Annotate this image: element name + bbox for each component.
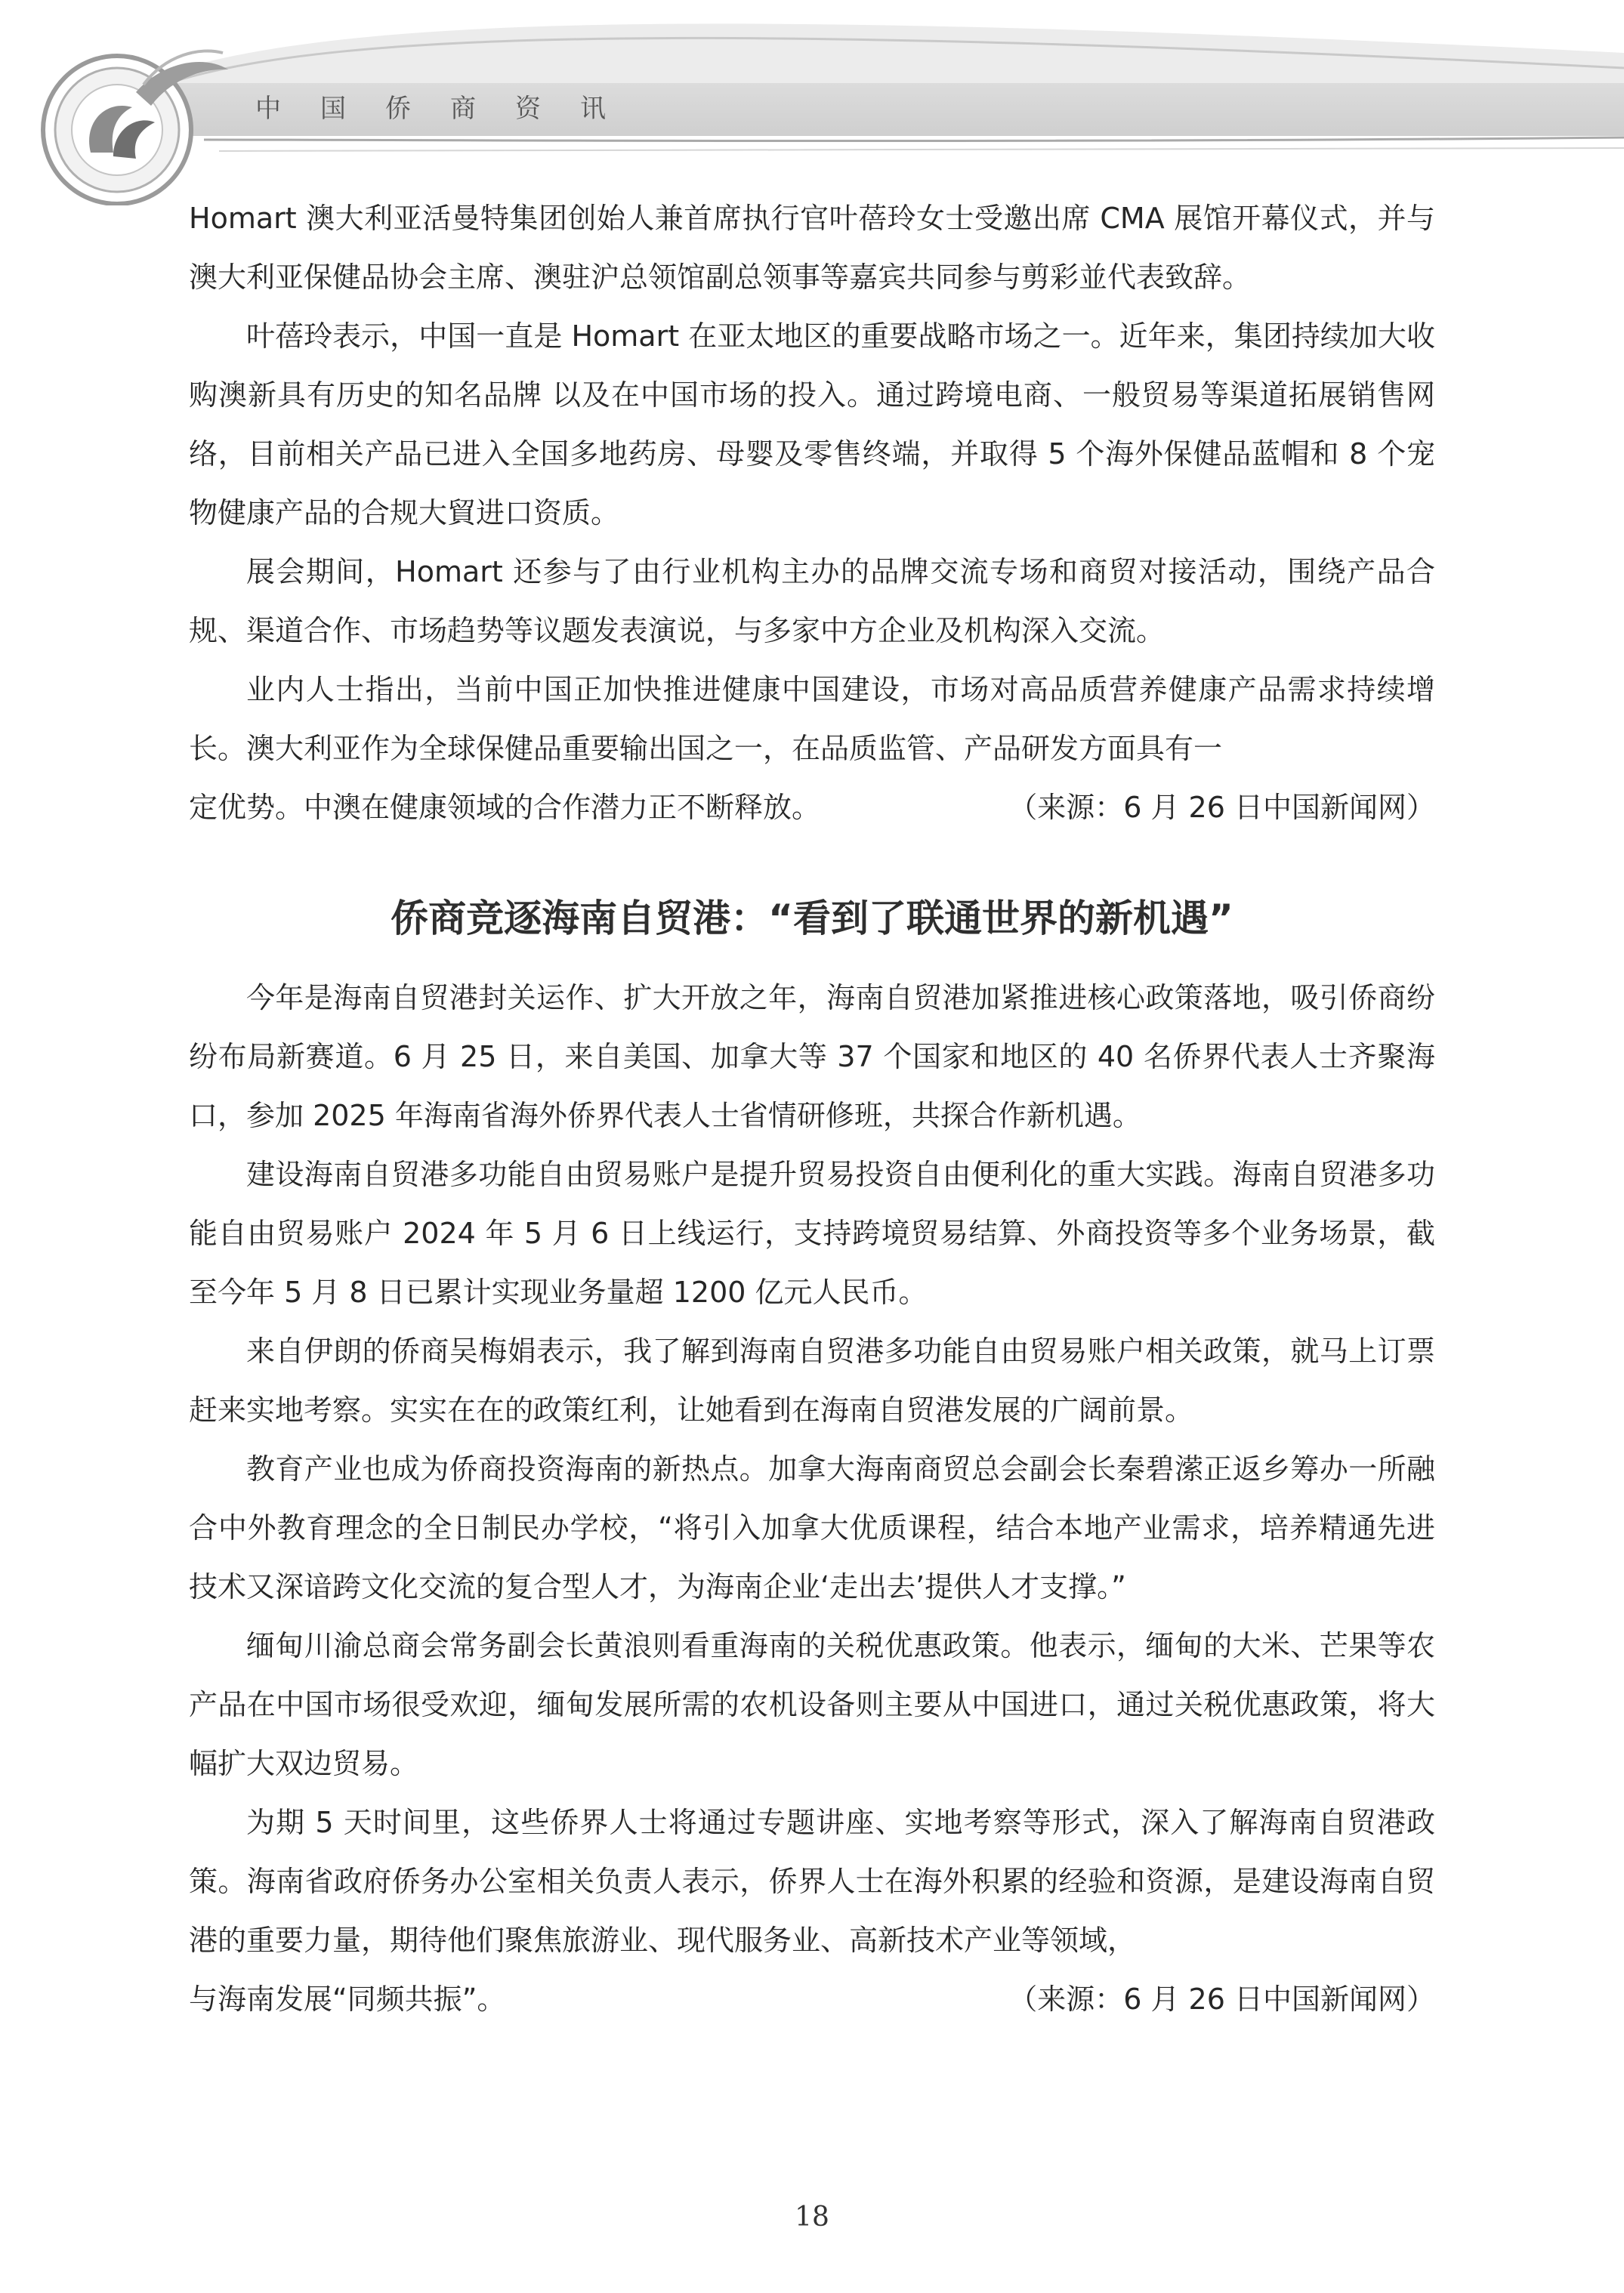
article2-paragraph: 缅甸川渝总商会常务副会长黄浪则看重海南的关税优惠政策。他表示，缅甸的大米、芒果等农产品在中国市场很受欢迎，缅甸发展所需的农机设备则主要从中国进口，通过关税优惠政策，将大幅扩大双边贸易。 bbox=[189, 1629, 1435, 1780]
article2-paragraph: 建设海南自贸港多功能自由贸易账户是提升贸易投资自由便利化的重大实践。海南自贸港多功能自由贸易账户 2024 年 5 月 6 日上线运行，支持跨境贸易结算、外商投资等多个业务场景，截至今年 5 月 8 日已累计实现业务量超 1200 亿元人民币。 bbox=[189, 1158, 1435, 1309]
title-spacer bbox=[189, 956, 1435, 968]
article1-paragraph: 展会期间，Homart 还参与了由行业机构主办的品牌交流专场和商贸对接活动，围绕产品合规、渠道合作、市场趋势等议题发表演说，与多家中方企业及机构深入交流。 bbox=[189, 555, 1435, 647]
article2-last-line: 与海南发展“同频共振”。 bbox=[189, 1983, 506, 2016]
page-content bbox=[189, 189, 1435, 2029]
article1-closing-line bbox=[189, 778, 1435, 837]
article1-paragraph: Homart 澳大利亚活曼特集团创始人兼首席执行官叶蓓玲女士受邀出席 CMA 展馆开幕仪式，并与澳大利亚保健品协会主席、澳驻沪总领馆副总领事等嘉宾共同参与剪彩並代表致辞。 bbox=[189, 202, 1435, 294]
article2-paragraph: 来自伊朗的侨商吴梅娟表示，我了解到海南自贸港多功能自由贸易账户相关政策，就马上订票赶来实地考察。实实在在的政策红利，让她看到在海南自贸港发展的广阔前景。 bbox=[189, 1335, 1435, 1427]
article2-closing-line bbox=[189, 1970, 1435, 2029]
article2-paragraph: 教育产业也成为侨商投资海南的新热点。加拿大海南商贸总会副会长秦碧潆正返乡筹办一所融合中外教育理念的全日制民办学校，“将引入加拿大优质课程，结合本地产业需求，培养精通先进技术又深谙跨文化交流的复合型人才，为海南企业‘走出去’提供人才支撑。” bbox=[189, 1452, 1435, 1603]
article1-paragraph: 叶蓓玲表示，中国一直是 Homart 在亚太地区的重要战略市场之一。近年来，集团持续加大收购澳新具有历史的知名品牌 以及在中国市场的投入。通过跨境电商、一般贸易等渠道拓展销售网络，目前相关产品已进入全国多地药房、母婴及零售终端，并取得 5 个海外保健品蓝帽和 8 个宠物健康产品的合规大貿进口资质。 bbox=[189, 319, 1435, 529]
association-logo bbox=[30, 39, 234, 205]
article-spacer bbox=[189, 837, 1435, 881]
header-title: 中国侨商资讯 bbox=[255, 94, 645, 124]
article1-last-line: 定优势。中澳在健康领域的合作潜力正不断释放。 bbox=[189, 791, 821, 824]
article1-paragraph: 业内人士指出，当前中国正加快推进健康中国建设，市场对高品质营养健康产品需求持续增长。澳大利亚作为全球保健品重要输出国之一，在品质监管、产品研发方面具有一 bbox=[189, 673, 1435, 765]
article2-paragraph: 今年是海南自贸港封关运作、扩大开放之年，海南自贸港加紧推进核心政策落地，吸引侨商纷纷布局新赛道。6 月 25 日，来自美国、加拿大等 37 个国家和地区的 40 名侨界代表人士齐聚海口，参加 2025 年海南省海外侨界代表人士省情研修班，共探合作新机遇。 bbox=[189, 981, 1435, 1132]
article2-title: 侨商竞逐海南自贸港：“看到了联通世界的新机遇” bbox=[391, 897, 1233, 940]
article1-source: （来源：6 月 26 日中国新闻网） bbox=[1008, 791, 1435, 824]
article2-source: （来源：6 月 26 日中国新闻网） bbox=[1008, 1983, 1435, 2016]
article2-paragraph: 为期 5 天时间里，这些侨界人士将通过专题讲座、实地考察等形式，深入了解海南自贸港政策。海南省政府侨务办公室相关负责人表示，侨界人士在海外积累的经验和资源，是建设海南自贸港的重要力量，期待他们聚焦旅游业、现代服务业、高新技术产业等领域， bbox=[189, 1806, 1435, 1957]
page-number: 18 bbox=[795, 2202, 829, 2233]
